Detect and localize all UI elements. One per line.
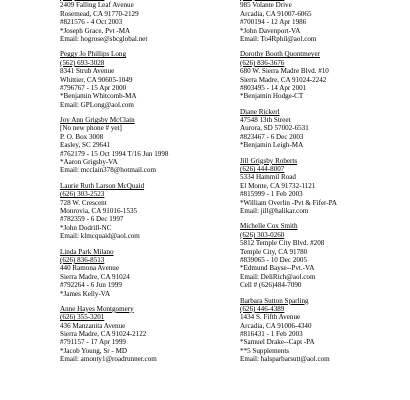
entry-line: P. O. Box 3008 xyxy=(60,132,104,141)
member-entry xyxy=(240,157,410,216)
member-email: Email: mcclain378@hotmail.com xyxy=(60,166,156,175)
entry-line: 985 Volante Drive xyxy=(240,1,292,10)
member-number-date: #815999 - 1 Feb 2003 xyxy=(240,190,303,199)
member-email: Email: DeliRich@aol.com xyxy=(240,272,316,281)
entry-line: 5334 Hammil Road xyxy=(240,173,296,182)
member-number-date: #803495 - 14 Apr 2001 xyxy=(240,83,307,92)
member-name: Laurie Ruth Larson McQuaid xyxy=(60,181,145,190)
entry-line: 680 W. Sierra Madre Blvd. #10 xyxy=(240,67,329,76)
entry-line: Easley, SC 29641 xyxy=(60,141,111,150)
member-name: Jill Grigsby Roberts xyxy=(240,156,298,165)
entry-line: 440 Ramona Avenue xyxy=(60,264,119,273)
member-email: Email: GPLong@aol.com xyxy=(60,100,134,109)
member-email: Email: jill@halikar.com xyxy=(240,206,309,215)
entry-line: Sierra Madre, CA 91024-2122 xyxy=(60,330,147,339)
entry-line: Rosemead, CA 91770-2129 xyxy=(60,9,139,18)
member-name: Barbara Sutton Sparling xyxy=(240,296,309,305)
member-number-date: #791157 - 17 Apr 1999 xyxy=(60,338,126,347)
ancestor-line: *John Dodrill-NC xyxy=(60,223,112,232)
member-email: Email: To4Rphil@aol.com xyxy=(240,34,317,43)
entry-line: 2409 Falling Leaf Avenue xyxy=(60,1,134,10)
member-phone: (626) 446-4389 xyxy=(240,304,285,313)
member-name: Michelle Cox Smith xyxy=(240,222,298,231)
member-phone: (626) 444-8007 xyxy=(240,165,285,174)
ancestor-line: *Samuel Drake--Capt -PA xyxy=(240,338,315,347)
member-entry xyxy=(240,297,410,364)
entry-line: 436 Manzanita Avenue xyxy=(60,321,126,330)
ancestor-line: *Benjamin Leigh-MA xyxy=(240,141,304,150)
member-entry xyxy=(60,305,230,364)
member-entry xyxy=(60,182,230,241)
entry-line: Temple City, CA 91780 xyxy=(240,247,308,256)
member-entry xyxy=(240,0,410,43)
member-number-date: #839065 - 10 Dec 2005 xyxy=(240,255,307,264)
member-name: Dorothy Booth Quontmeyer xyxy=(240,50,320,59)
entry-line: 5812 Temple City Blvd. #208 xyxy=(240,239,325,248)
member-entry xyxy=(60,248,230,298)
entry-line: 47548 13th Street xyxy=(240,116,291,125)
member-number-date: #782359 - 6 Dec 1997 xyxy=(60,215,124,224)
ancestor-line: *James Kelly-VA xyxy=(60,289,111,298)
member-number-date: #792264 - 6 Jun 1999 xyxy=(60,281,122,290)
member-number-date: #762179 - 15 Oct 1994 T/16 Jun 1998 xyxy=(60,149,169,158)
entry-line: 728 W. Crescent xyxy=(60,198,107,207)
member-number-date: #796767 - 15 Apr 2000 xyxy=(60,83,127,92)
member-phone: (562) 693-3028 xyxy=(60,58,105,67)
ancestor-line: *Edmund Bayse--Pvt.-VA xyxy=(240,264,315,273)
ancestor-line: *William Overlin -Pvt & Fifer-PA xyxy=(240,198,338,207)
entry-line: [No new phone # yet] xyxy=(60,124,122,133)
member-name: Anne Hayes Montgomery xyxy=(60,304,134,313)
ancestor-line: *Aaron Grigsby-VA xyxy=(60,158,118,167)
member-entry xyxy=(240,108,410,150)
member-number-date: #823467 - 6 Dec 2003 xyxy=(240,132,304,141)
member-phone: (626) 303-0260 xyxy=(240,230,285,239)
entry-line: Arcadia, CA 91007-6065 xyxy=(240,9,312,18)
member-email: Email: klmcquaid@aol.com xyxy=(60,232,140,241)
entry-line: El Monte, CA 91732-1121 xyxy=(240,181,316,190)
member-number-date: #700194 - 12 Apr 1986 xyxy=(240,18,307,27)
ancestor-line: *Jacob Young, Sr - MD xyxy=(60,346,128,355)
member-phone: (626) 303-2523 xyxy=(60,190,105,199)
ancestor-line: *Benjamin Whitcomb-MA xyxy=(60,92,137,101)
member-phone: (626) 836-3676 xyxy=(240,58,285,67)
right-column xyxy=(240,0,410,371)
ancestor-line: *Joseph Grace, Pvt -MA xyxy=(60,26,131,35)
member-email: Email: hogrose@sbcglobal.net xyxy=(60,34,148,43)
member-number-date: #816431 - 1 Feb 2003 xyxy=(240,330,303,339)
ancestor-line: *Benjamin Hodge-CT xyxy=(240,92,304,101)
entry-line: Sierra Madre, CA 91024-2242 xyxy=(240,75,327,84)
member-email: Email: halsparbarsutt@aol.com xyxy=(240,355,330,364)
member-entry xyxy=(60,116,230,175)
ancestor-line: *John Davenport-VA xyxy=(240,26,301,35)
member-phone: (626) 355-3201 xyxy=(60,313,105,322)
ancestor-line: **5 Supplements xyxy=(240,346,290,355)
member-name: Linda Park Milano xyxy=(60,247,114,256)
member-name: Joy Ann Grigsby McClain xyxy=(60,116,135,125)
member-entry xyxy=(240,50,410,100)
entry-line: Sierra Madre, CA 91024 xyxy=(60,272,130,281)
entry-line: Monrovia, CA 91016-1535 xyxy=(60,206,138,215)
member-email: Email: amonty1@roadrunner.com xyxy=(60,355,157,364)
entry-line: Aurora, SD 57002-6531 xyxy=(240,124,309,133)
member-name: Diane Rickerl xyxy=(240,107,280,116)
member-entry xyxy=(60,0,230,43)
entry-line: 1434 S. Fifth Avenue xyxy=(240,313,301,322)
left-column xyxy=(60,0,230,371)
member-name: Peggy Jo Phillips Long xyxy=(60,50,127,59)
entry-line: Cell # (626)484-7090 xyxy=(240,281,302,290)
entry-line: Arcadia, CA 91006-4340 xyxy=(240,321,312,330)
entry-line: Whittier, CA 90605-1049 xyxy=(60,75,133,84)
member-entry xyxy=(240,222,410,289)
member-entry xyxy=(60,50,230,109)
entry-line: 8341 Strub Avenue xyxy=(60,67,115,76)
member-phone: (626) 836-8513 xyxy=(60,255,105,264)
member-number-date: #821576 - 4 Oct 2003 xyxy=(60,18,123,27)
